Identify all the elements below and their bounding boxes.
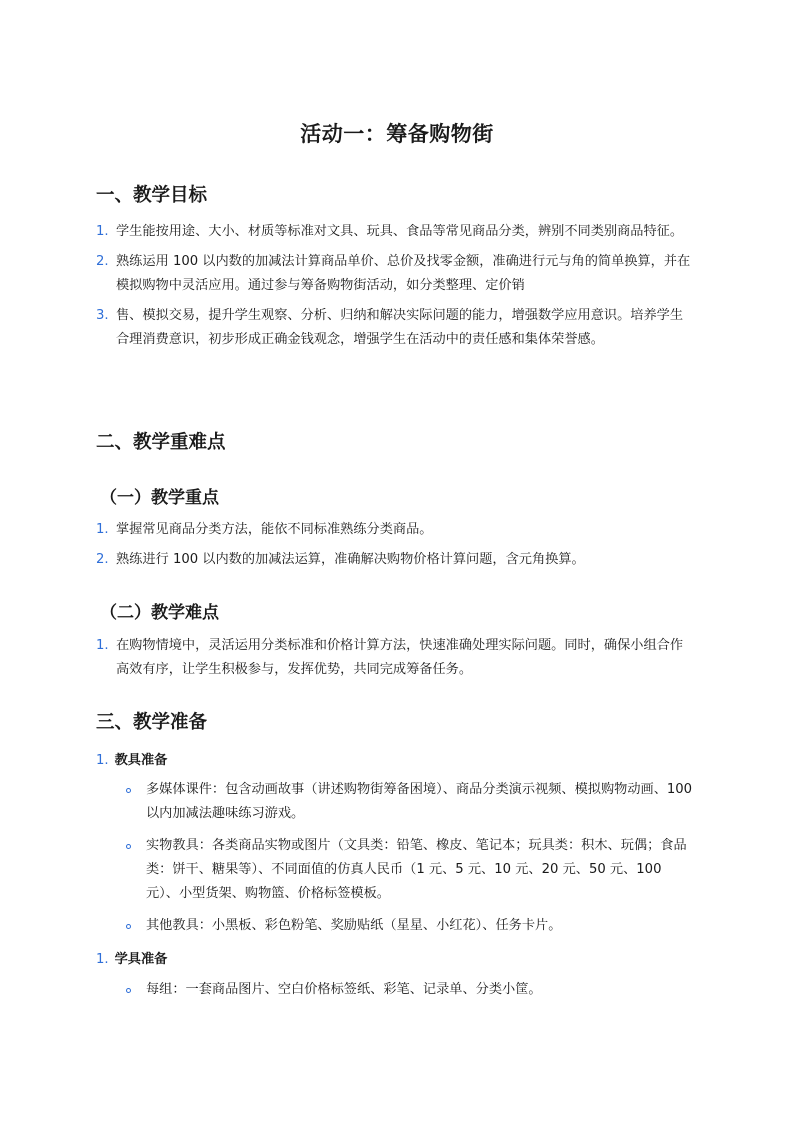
list-number: 1. [96,753,109,768]
list-text: 学生能按用途、大小、材质等标准对文具、玩具、食品等常见商品分类，辨别不同类别商品特征。 [116,224,684,239]
sub-label: 学具准备 [114,952,168,967]
bullet-icon [126,844,131,849]
focus-list [96,518,696,578]
teacher-materials-list [124,778,694,946]
heading-teaching-focus: （一）教学重点 [100,488,219,508]
list-text: 实物教具：各类商品实物或图片（文具类：铅笔、橡皮、笔记本；玩具类：积木、玩偶；食品类：饼干、糖果等）、不同面值的仿真人民币（1 元、5 元、10 元、20 元、50 元、100 元）、小型货架、购物篮、价格标签模板。 [146,838,687,901]
bullet-icon [126,924,131,929]
page-title: 活动一：筹备购物街 [300,122,494,146]
list-text: 每组：一套商品图片、空白价格标签纸、彩笔、记录单、分类小筐。 [146,982,542,997]
heading-key-points: 二、教学重难点 [96,432,226,453]
list-number: 1. [96,224,109,239]
heading-preparation: 三、教学准备 [96,712,208,733]
list-text: 掌握常见商品分类方法，能依不同标准熟练分类商品。 [116,522,433,537]
list-text: 在购物情境中，灵活运用分类标准和价格计算方法，快速准确处理实际问题。同时，确保小组合作高效有序，让学生积极参与，发挥优势，共同完成筹备任务。 [116,638,684,677]
sub-label: 教具准备 [114,753,168,768]
student-materials-heading [96,948,167,967]
list-number: 1. [96,952,109,967]
bullet-icon [126,788,131,793]
list-item [124,778,694,826]
heading-teaching-difficulty: （二）教学难点 [100,603,219,623]
list-item [96,304,696,352]
list-number: 1. [96,638,109,653]
heading-teaching-goals: 一、教学目标 [96,185,208,206]
bullet-icon [126,988,131,993]
list-text: 熟练运用 100 以内数的加减法计算商品单价、总价及找零金额，准确进行元与角的简单换算，并在模拟购物中灵活应用。通过参与筹备购物街活动，如分类整理、定价销 [116,254,691,293]
list-item [96,250,696,298]
goals-list [96,220,696,358]
difficulty-list [96,634,696,688]
list-text: 熟练进行 100 以内数的加减法运算，准确解决购物价格计算问题，含元角换算。 [116,552,585,567]
list-text: 售、模拟交易，提升学生观察、分析、归纳和解决实际问题的能力，增强数学应用意识。培养学生合理消费意识，初步形成正确金钱观念，增强学生在活动中的责任感和集体荣誉感。 [116,308,684,347]
student-materials-list [124,978,694,1010]
list-item [124,834,694,906]
list-text: 多媒体课件：包含动画故事（讲述购物街筹备困境）、商品分类演示视频、模拟购物动画、100 以内加减法趣味练习游戏。 [146,782,693,821]
list-number: 3. [96,308,109,323]
list-item [96,634,696,682]
list-number: 2. [96,552,109,567]
list-text: 其他教具：小黑板、彩色粉笔、奖励贴纸（星星、小红花）、任务卡片。 [146,918,562,933]
list-number: 1. [96,522,109,537]
list-item [124,914,694,938]
list-item [96,220,696,244]
list-number: 2. [96,254,109,269]
list-item [124,978,694,1002]
list-item [96,548,696,572]
teacher-materials-heading [96,749,167,768]
list-item [96,518,696,542]
